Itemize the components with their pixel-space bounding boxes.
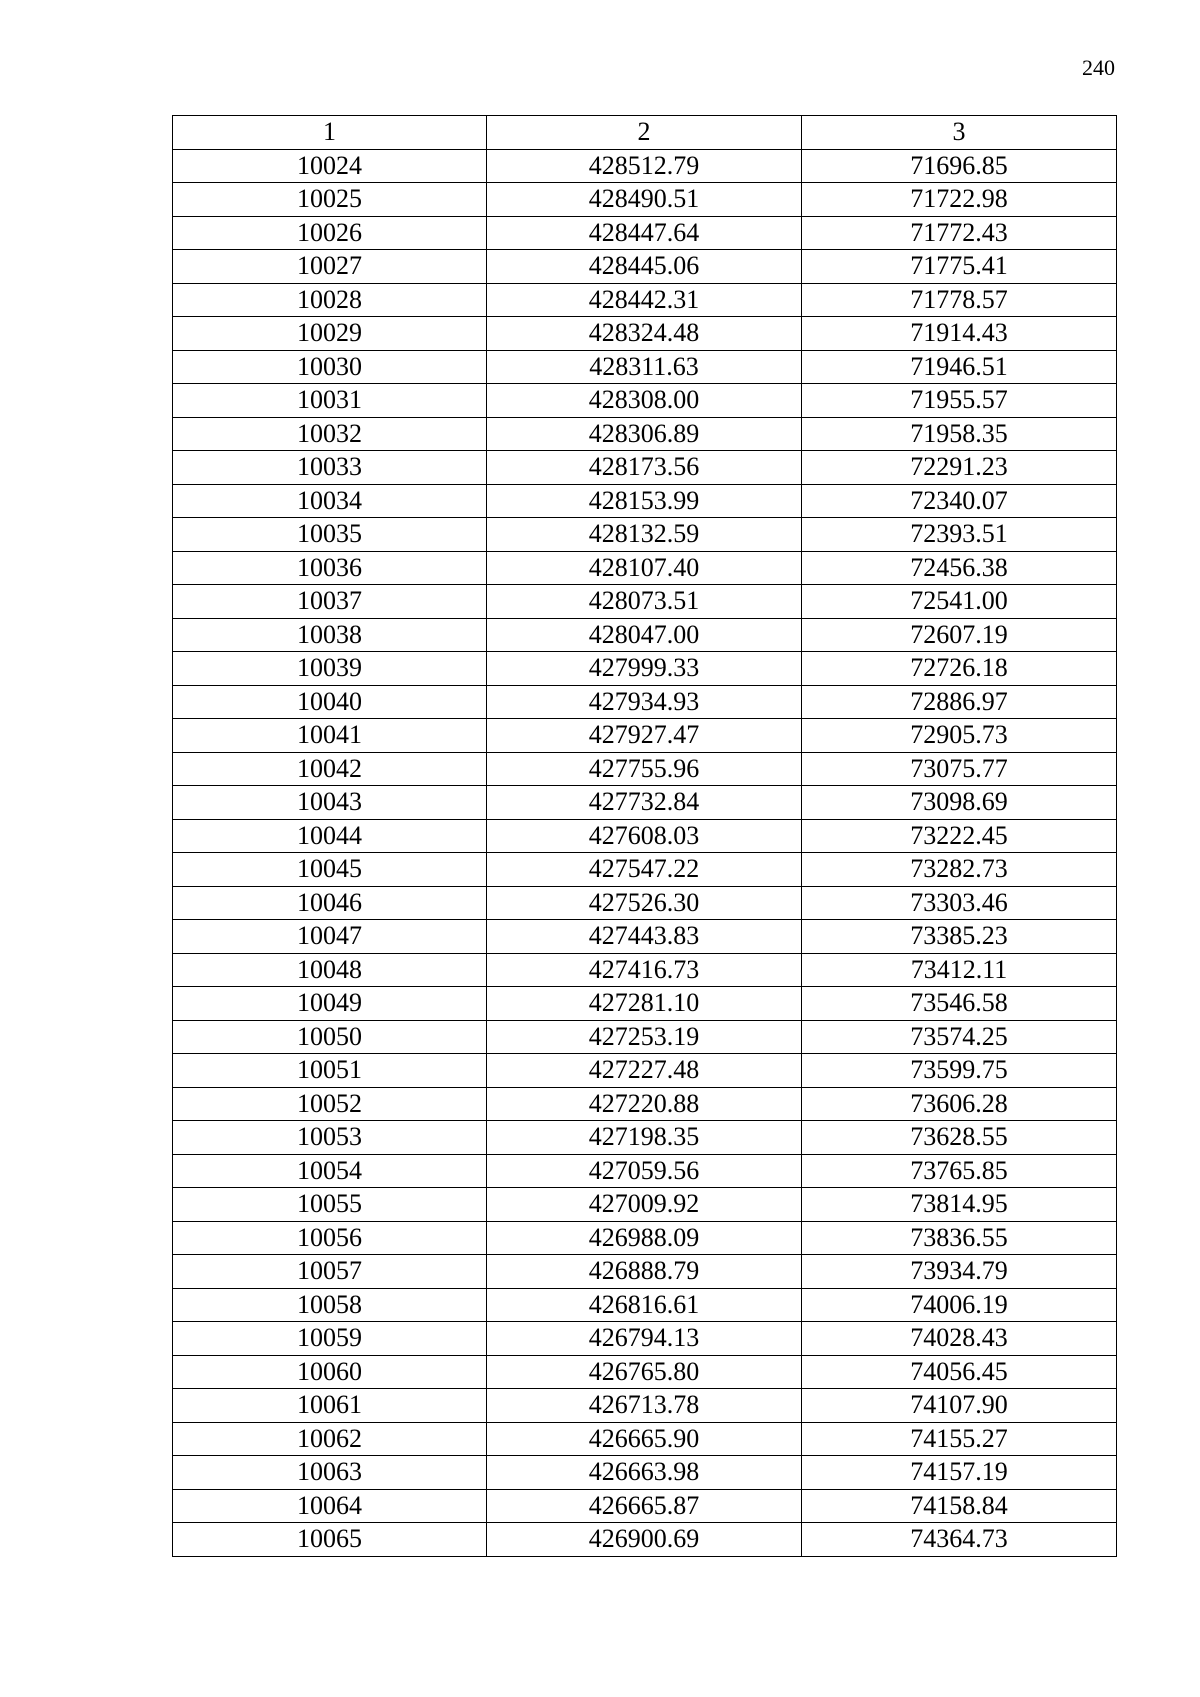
coordinate-y-cell: 71722.98 bbox=[802, 183, 1117, 217]
coordinate-y-cell: 74364.73 bbox=[802, 1523, 1117, 1557]
point-number-cell: 10028 bbox=[173, 283, 487, 317]
point-number-cell: 10048 bbox=[173, 953, 487, 987]
coordinate-y-cell: 73282.73 bbox=[802, 853, 1117, 887]
table-row bbox=[173, 685, 1117, 719]
table-row bbox=[173, 183, 1117, 217]
coordinate-y-cell: 74107.90 bbox=[802, 1389, 1117, 1423]
point-number-cell: 10040 bbox=[173, 685, 487, 719]
coordinate-y-cell: 74006.19 bbox=[802, 1288, 1117, 1322]
point-number-cell: 10046 bbox=[173, 886, 487, 920]
coordinate-x-cell: 426665.90 bbox=[487, 1422, 802, 1456]
page-number: 240 bbox=[1082, 55, 1115, 80]
point-number-cell: 10031 bbox=[173, 384, 487, 418]
coordinate-x-cell: 427009.92 bbox=[487, 1188, 802, 1222]
table-row bbox=[173, 853, 1117, 887]
point-number-cell: 10044 bbox=[173, 819, 487, 853]
column-header-3: 3 bbox=[802, 116, 1117, 150]
point-number-cell: 10033 bbox=[173, 451, 487, 485]
coordinate-y-cell: 74028.43 bbox=[802, 1322, 1117, 1356]
coordinate-y-cell: 71778.57 bbox=[802, 283, 1117, 317]
column-header-1: 1 bbox=[173, 116, 487, 150]
coordinate-y-cell: 74056.45 bbox=[802, 1355, 1117, 1389]
point-number-cell: 10029 bbox=[173, 317, 487, 351]
point-number-cell: 10058 bbox=[173, 1288, 487, 1322]
coordinate-x-cell: 426663.98 bbox=[487, 1456, 802, 1490]
coordinate-y-cell: 72905.73 bbox=[802, 719, 1117, 753]
coordinate-x-cell: 428311.63 bbox=[487, 350, 802, 384]
table-row bbox=[173, 283, 1117, 317]
point-number-cell: 10062 bbox=[173, 1422, 487, 1456]
coordinate-x-cell: 427416.73 bbox=[487, 953, 802, 987]
table-row bbox=[173, 384, 1117, 418]
point-number-cell: 10049 bbox=[173, 987, 487, 1021]
table-row bbox=[173, 149, 1117, 183]
coordinate-y-cell: 73222.45 bbox=[802, 819, 1117, 853]
point-number-cell: 10065 bbox=[173, 1523, 487, 1557]
coordinate-x-cell: 426794.13 bbox=[487, 1322, 802, 1356]
table-row bbox=[173, 1121, 1117, 1155]
table-row bbox=[173, 250, 1117, 284]
coordinate-y-cell: 71772.43 bbox=[802, 216, 1117, 250]
coordinate-y-cell: 71775.41 bbox=[802, 250, 1117, 284]
coordinate-y-cell: 73385.23 bbox=[802, 920, 1117, 954]
coordinate-x-cell: 428490.51 bbox=[487, 183, 802, 217]
coordinate-x-cell: 427281.10 bbox=[487, 987, 802, 1021]
coordinate-x-cell: 428442.31 bbox=[487, 283, 802, 317]
coordinate-y-cell: 72607.19 bbox=[802, 618, 1117, 652]
coordinate-x-cell: 427443.83 bbox=[487, 920, 802, 954]
table-row bbox=[173, 719, 1117, 753]
table-row bbox=[173, 1523, 1117, 1557]
table-row bbox=[173, 1087, 1117, 1121]
table-row bbox=[173, 652, 1117, 686]
coordinate-x-cell: 428445.06 bbox=[487, 250, 802, 284]
point-number-cell: 10052 bbox=[173, 1087, 487, 1121]
table-row bbox=[173, 1322, 1117, 1356]
table-row bbox=[173, 1389, 1117, 1423]
coordinate-x-cell: 427934.93 bbox=[487, 685, 802, 719]
coordinate-y-cell: 73836.55 bbox=[802, 1221, 1117, 1255]
coordinate-x-cell: 427059.56 bbox=[487, 1154, 802, 1188]
column-header-2: 2 bbox=[487, 116, 802, 150]
coordinate-x-cell: 426816.61 bbox=[487, 1288, 802, 1322]
coordinate-x-cell: 428324.48 bbox=[487, 317, 802, 351]
coordinate-y-cell: 73303.46 bbox=[802, 886, 1117, 920]
table-row bbox=[173, 1456, 1117, 1490]
coordinate-y-cell: 71958.35 bbox=[802, 417, 1117, 451]
coordinate-x-cell: 428308.00 bbox=[487, 384, 802, 418]
table-row bbox=[173, 216, 1117, 250]
coordinate-x-cell: 426888.79 bbox=[487, 1255, 802, 1289]
point-number-cell: 10024 bbox=[173, 149, 487, 183]
point-number-cell: 10050 bbox=[173, 1020, 487, 1054]
table-row bbox=[173, 1221, 1117, 1255]
table-row bbox=[173, 786, 1117, 820]
coordinate-y-cell: 73574.25 bbox=[802, 1020, 1117, 1054]
table-row bbox=[173, 1154, 1117, 1188]
point-number-cell: 10054 bbox=[173, 1154, 487, 1188]
point-number-cell: 10043 bbox=[173, 786, 487, 820]
point-number-cell: 10056 bbox=[173, 1221, 487, 1255]
coordinate-x-cell: 426765.80 bbox=[487, 1355, 802, 1389]
coordinate-x-cell: 427547.22 bbox=[487, 853, 802, 887]
coordinate-y-cell: 72340.07 bbox=[802, 484, 1117, 518]
table-body bbox=[173, 149, 1117, 1556]
table-row bbox=[173, 484, 1117, 518]
coordinate-y-cell: 73098.69 bbox=[802, 786, 1117, 820]
point-number-cell: 10047 bbox=[173, 920, 487, 954]
coordinate-y-cell: 74157.19 bbox=[802, 1456, 1117, 1490]
coordinate-x-cell: 427608.03 bbox=[487, 819, 802, 853]
table-row bbox=[173, 1489, 1117, 1523]
coordinate-y-cell: 71946.51 bbox=[802, 350, 1117, 384]
coordinate-y-cell: 72726.18 bbox=[802, 652, 1117, 686]
coordinate-x-cell: 427927.47 bbox=[487, 719, 802, 753]
table-row bbox=[173, 1054, 1117, 1088]
table-row bbox=[173, 1188, 1117, 1222]
coordinate-y-cell: 71955.57 bbox=[802, 384, 1117, 418]
table-row bbox=[173, 1288, 1117, 1322]
coordinate-y-cell: 73546.58 bbox=[802, 987, 1117, 1021]
point-number-cell: 10037 bbox=[173, 585, 487, 619]
point-number-cell: 10035 bbox=[173, 518, 487, 552]
coordinate-x-cell: 428447.64 bbox=[487, 216, 802, 250]
coordinate-x-cell: 428153.99 bbox=[487, 484, 802, 518]
table-row bbox=[173, 987, 1117, 1021]
coordinate-y-cell: 72291.23 bbox=[802, 451, 1117, 485]
table-row bbox=[173, 1422, 1117, 1456]
coordinate-y-cell: 73606.28 bbox=[802, 1087, 1117, 1121]
point-number-cell: 10063 bbox=[173, 1456, 487, 1490]
table-row bbox=[173, 1020, 1117, 1054]
point-number-cell: 10038 bbox=[173, 618, 487, 652]
table-row bbox=[173, 551, 1117, 585]
coordinate-x-cell: 427755.96 bbox=[487, 752, 802, 786]
coordinate-y-cell: 72886.97 bbox=[802, 685, 1117, 719]
coordinate-y-cell: 71696.85 bbox=[802, 149, 1117, 183]
coordinate-y-cell: 73628.55 bbox=[802, 1121, 1117, 1155]
table-row bbox=[173, 1255, 1117, 1289]
coordinate-x-cell: 428512.79 bbox=[487, 149, 802, 183]
table-row bbox=[173, 350, 1117, 384]
table-row bbox=[173, 819, 1117, 853]
coordinate-x-cell: 428306.89 bbox=[487, 417, 802, 451]
coordinate-y-cell: 72541.00 bbox=[802, 585, 1117, 619]
coordinate-x-cell: 428173.56 bbox=[487, 451, 802, 485]
point-number-cell: 10042 bbox=[173, 752, 487, 786]
coordinate-x-cell: 427732.84 bbox=[487, 786, 802, 820]
coordinate-x-cell: 426988.09 bbox=[487, 1221, 802, 1255]
table-row bbox=[173, 618, 1117, 652]
table-row bbox=[173, 886, 1117, 920]
table-row bbox=[173, 752, 1117, 786]
coordinate-x-cell: 428047.00 bbox=[487, 618, 802, 652]
coordinate-x-cell: 426713.78 bbox=[487, 1389, 802, 1423]
table-row bbox=[173, 451, 1117, 485]
point-number-cell: 10039 bbox=[173, 652, 487, 686]
coordinate-x-cell: 428073.51 bbox=[487, 585, 802, 619]
point-number-cell: 10051 bbox=[173, 1054, 487, 1088]
coordinate-x-cell: 427227.48 bbox=[487, 1054, 802, 1088]
coordinate-y-cell: 73599.75 bbox=[802, 1054, 1117, 1088]
point-number-cell: 10025 bbox=[173, 183, 487, 217]
table-row bbox=[173, 1355, 1117, 1389]
coordinate-x-cell: 427253.19 bbox=[487, 1020, 802, 1054]
table-header bbox=[173, 116, 1117, 150]
coordinate-y-cell: 74158.84 bbox=[802, 1489, 1117, 1523]
point-number-cell: 10026 bbox=[173, 216, 487, 250]
coordinate-y-cell: 72393.51 bbox=[802, 518, 1117, 552]
coordinate-x-cell: 427220.88 bbox=[487, 1087, 802, 1121]
point-number-cell: 10053 bbox=[173, 1121, 487, 1155]
table-row bbox=[173, 585, 1117, 619]
coordinate-x-cell: 427526.30 bbox=[487, 886, 802, 920]
coordinate-y-cell: 73412.11 bbox=[802, 953, 1117, 987]
coordinate-y-cell: 71914.43 bbox=[802, 317, 1117, 351]
table-row bbox=[173, 518, 1117, 552]
point-number-cell: 10041 bbox=[173, 719, 487, 753]
coordinate-y-cell: 73765.85 bbox=[802, 1154, 1117, 1188]
point-number-cell: 10057 bbox=[173, 1255, 487, 1289]
point-number-cell: 10064 bbox=[173, 1489, 487, 1523]
point-number-cell: 10036 bbox=[173, 551, 487, 585]
point-number-cell: 10060 bbox=[173, 1355, 487, 1389]
coordinate-x-cell: 427999.33 bbox=[487, 652, 802, 686]
coordinates-table bbox=[172, 115, 1117, 1557]
point-number-cell: 10055 bbox=[173, 1188, 487, 1222]
coordinate-x-cell: 427198.35 bbox=[487, 1121, 802, 1155]
point-number-cell: 10030 bbox=[173, 350, 487, 384]
table-row bbox=[173, 317, 1117, 351]
coordinate-y-cell: 72456.38 bbox=[802, 551, 1117, 585]
point-number-cell: 10034 bbox=[173, 484, 487, 518]
coordinate-y-cell: 73934.79 bbox=[802, 1255, 1117, 1289]
coordinate-y-cell: 73814.95 bbox=[802, 1188, 1117, 1222]
table-row bbox=[173, 417, 1117, 451]
coordinate-x-cell: 426665.87 bbox=[487, 1489, 802, 1523]
coordinate-x-cell: 428107.40 bbox=[487, 551, 802, 585]
coordinate-y-cell: 73075.77 bbox=[802, 752, 1117, 786]
header-row bbox=[173, 116, 1117, 150]
coordinate-y-cell: 74155.27 bbox=[802, 1422, 1117, 1456]
coordinate-x-cell: 428132.59 bbox=[487, 518, 802, 552]
point-number-cell: 10027 bbox=[173, 250, 487, 284]
point-number-cell: 10032 bbox=[173, 417, 487, 451]
point-number-cell: 10061 bbox=[173, 1389, 487, 1423]
point-number-cell: 10045 bbox=[173, 853, 487, 887]
table-row bbox=[173, 953, 1117, 987]
point-number-cell: 10059 bbox=[173, 1322, 487, 1356]
table-row bbox=[173, 920, 1117, 954]
coordinate-x-cell: 426900.69 bbox=[487, 1523, 802, 1557]
